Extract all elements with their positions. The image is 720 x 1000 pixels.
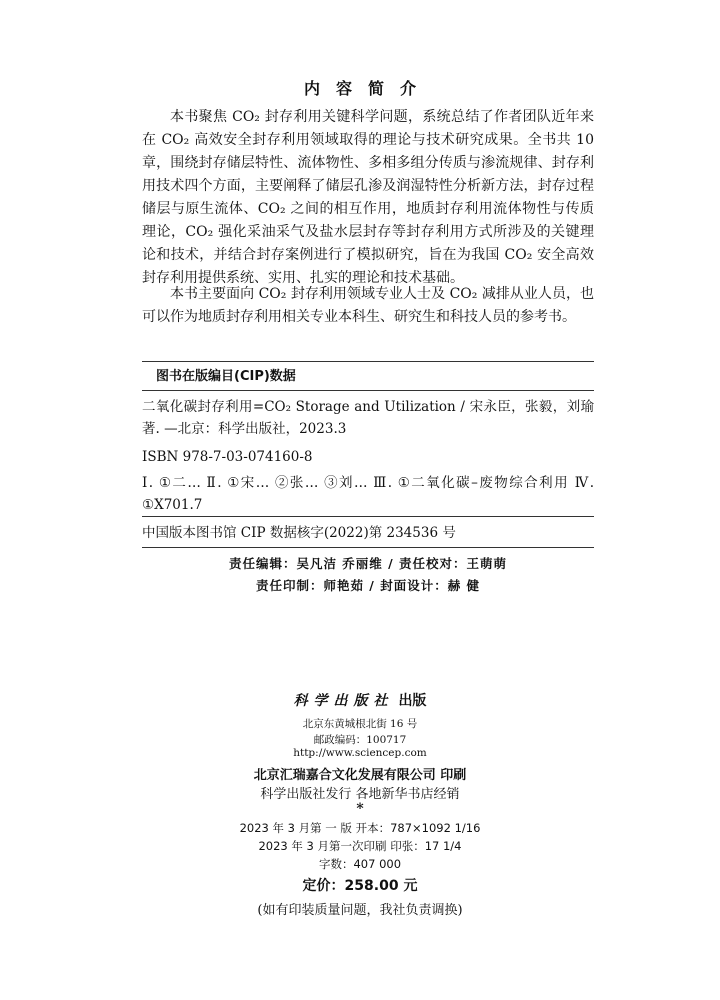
cip-isbn: ISBN 978-7-03-074160-8 xyxy=(142,449,313,465)
cip-bottom-rule xyxy=(142,547,594,548)
publisher-url: http://www.sciencep.com xyxy=(293,747,427,759)
publisher-address: 北京东黄城根北街 16 号 xyxy=(302,718,418,730)
publisher-suffix: 出版 xyxy=(398,693,427,709)
cip-heading-rule xyxy=(142,390,594,391)
publisher-line xyxy=(0,690,720,710)
cip-record-number: 中国版本图书馆 CIP 数据核字(2022)第 234536 号 xyxy=(142,525,456,541)
cip-middle-rule xyxy=(142,516,594,517)
separator-asterisk: * xyxy=(356,801,364,817)
word-count: 字数：407 000 xyxy=(318,857,402,871)
printing-line: 2023 年 3 月第一次印刷 印张：17 1/4 xyxy=(258,839,462,853)
cip-entry: 二氧化碳封存利用=CO₂ Storage and Utilization / 宋永臣，张毅，刘瑜著. —北京：科学出版社，2023.3 xyxy=(142,399,594,437)
edition-line: 2023 年 3 月第 一 版 开本：787×1092 1/16 xyxy=(239,821,481,835)
cip-heading: 图书在版编目(CIP)数据 xyxy=(156,369,296,384)
cip-classification: Ⅰ. ①二… Ⅱ. ①宋… ②张… ③刘… Ⅲ. ①二氧化碳–废物综合利用 Ⅳ. ①X701.7 xyxy=(142,475,594,513)
publisher-postcode: 邮政编码：100717 xyxy=(313,734,407,746)
editor-credits: 责任编辑：吴凡洁 乔丽维 / 责任校对：王萌萌 xyxy=(228,556,508,571)
page-title: 内容简介 xyxy=(303,79,432,98)
printer-line: 北京汇瑞嘉合文化发展有限公司 印刷 xyxy=(253,768,467,783)
quality-notice: (如有印装质量问题，我社负责调换) xyxy=(257,903,463,918)
intro-paragraph-1: 本书聚焦 CO₂ 封存利用关键科学问题，系统总结了作者团队近年来在 CO₂ 高效安全封存利用领域取得的理论与技术研究成果。全书共 10 章，围绕封存储层特性、流体物性、多相多组分传质与渗流规律、封存利用技术四个方面，主要阐释了储层孔渗及润湿特性分析新方法，封存过程储层与原生流体、CO₂ 之间的相互作用，地质封存利用流体物性与传质理论，CO₂ 强化采油采气及盐水层封存等封存利用方式所涉及的关键理论和技术，并结合封存案例进行了模拟研究，旨在为我国 CO₂ 安全高效封存利用提供系统、实用、扎实的理论和技术基础。 xyxy=(142,109,594,286)
publisher-name: 科学出版社 xyxy=(293,693,394,709)
distributor-line: 科学出版社发行 各地新华书店经销 xyxy=(260,787,460,802)
cip-top-rule xyxy=(142,361,594,362)
production-credits: 责任印制：师艳茹 / 封面设计：赫 健 xyxy=(255,578,481,593)
intro-paragraph-2: 本书主要面向 CO₂ 封存利用领域专业人士及 CO₂ 减排从业人员，也可以作为地质封存利用相关专业本科生、研究生和科技人员的参考书。 xyxy=(142,286,594,325)
price: 定价：258.00 元 xyxy=(302,878,418,894)
